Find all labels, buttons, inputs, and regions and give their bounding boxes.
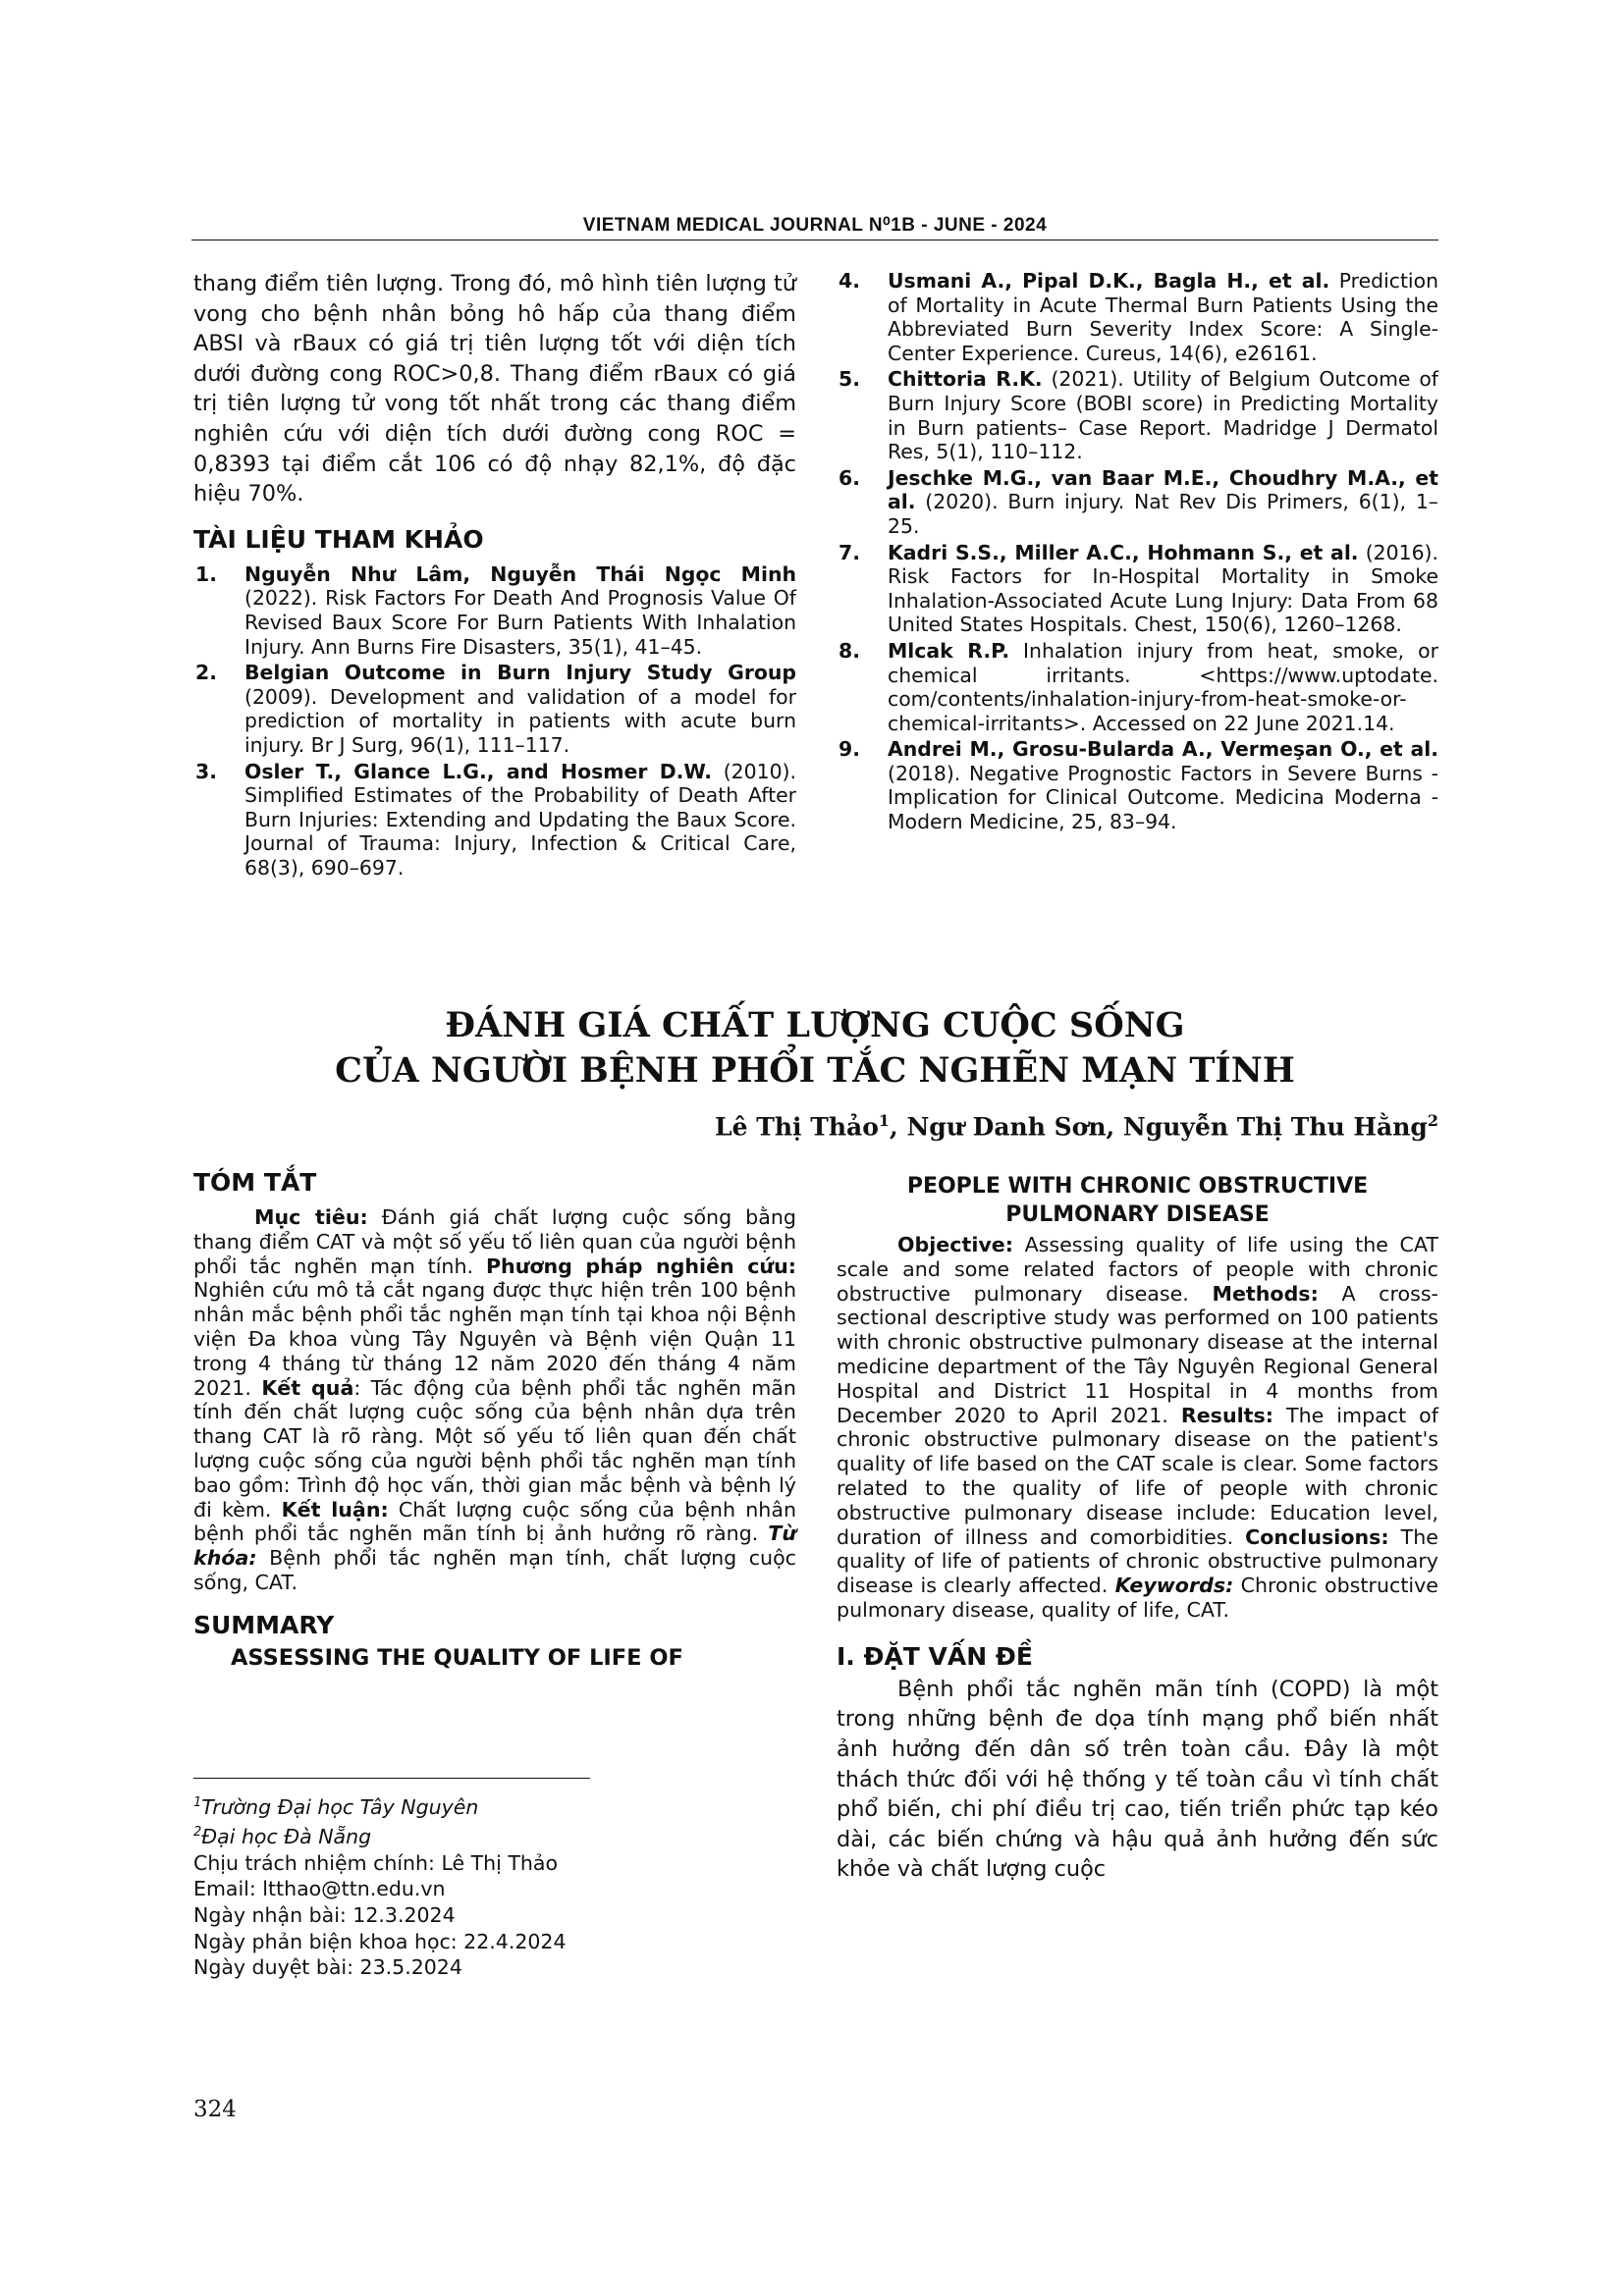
- prev-article-left-column: [193, 269, 796, 881]
- reference-item: 6. Jeschke M.G., van Baar M.E., Choudhry M.A., et al. (2020). Burn injury. Nat Rev Dis Primers, 6(1), 1–25.: [839, 465, 1438, 538]
- references-list-left: [193, 562, 796, 881]
- prev-article-conclusion: thang điểm tiên lượng. Trong đó, mô hình tiên lượng tử vong cho bệnh nhân bỏng hô hấp của thang điểm ABSI và rBaux có giá trị tiên lượng tốt với diện tích dưới đường cong ROC>0,8. Thang điểm rBaux có giá trị tiên lượng tử vong tốt nhất trong các thang điểm nghiên cứu với diện tích dưới đường cong ROC = 0,8393 tại điểm cắt 106 có độ nhạy 82,1%, độ đặc hiệu 70%.: [193, 271, 796, 507]
- article-title: [191, 1003, 1438, 1094]
- reference-item: 3. Osler T., Glance L.G., and Hosmer D.W. (2010). Simplified Estimates of the Probability of Death After Burn Injuries: Extending and Updating the Baux Score. Journal of Trauma: Injury, Infection & Critical Care, 68(3), 690–697.: [195, 759, 796, 880]
- intro-text: Bệnh phổi tắc nghẽn mãn tính (COPD) là một trong những bệnh đe dọa tính mạng phổ biến nhất ảnh hưởng đến dân số trên toàn cầu. Đây là một thách thức đối với hệ thống y tế toàn cầu vì tính chất phổ biến, chi phí điều trị cao, tiến triển phức tạp kéo dài, các biến chứng và hậu quả ảnh hưởng đến sức khỏe và chất lượng cuộc: [837, 1676, 1438, 1883]
- received-date: Ngày nhận bài: 12.3.2024: [193, 1903, 456, 1928]
- reference-item: 7. Kadri S.S., Miller A.C., Hohmann S., et al. (2016). Risk Factors for In-Hospital Mortality in Smoke Inhalation-Associated Acute Lung Injury: Data From 68 United States Hospitals. Chest, 150(6), 1260–1268.: [839, 540, 1438, 637]
- summary-heading: SUMMARY: [193, 1610, 335, 1639]
- summary-title-part2: PEOPLE WITH CHRONIC OBSTRUCTIVE PULMONARY DISEASE: [906, 1174, 1369, 1227]
- summary-title-part1: ASSESSING THE QUALITY OF LIFE OF: [231, 1644, 683, 1671]
- intro-heading: I. ĐẶT VẤN ĐỀ: [837, 1641, 1033, 1671]
- abstract-left-column: [193, 1168, 796, 1671]
- reference-item: 5. Chittoria R.K. (2021). Utility of Belgium Outcome of Burn Injury Score (BOBI score) in Predicting Mortality in Burn patients– Case Report. Madridge J Dermatol Res, 5(1), 110–112.: [839, 367, 1438, 464]
- running-header: VIETNAM MEDICAL JOURNAL N⁰1B - JUNE - 2024: [582, 215, 1048, 236]
- footnote-rule: [193, 1778, 590, 1779]
- tomtat-heading: TÓM TẮT: [193, 1168, 317, 1197]
- reviewed-date: Ngày phản biện khoa học: 22.4.2024: [193, 1929, 567, 1953]
- reference-item: 8. Mlcak R.P. Inhalation injury from heat, smoke, or chemical irritants. <https://www.uptodate. com/contents/inhalation-injury-from-heat-smoke-or-chemical-irritants>. Accessed on 22 June 2021.14.: [839, 638, 1438, 735]
- prev-article-right-column: [837, 269, 1438, 836]
- affiliation-2: $^2$Đại học Đà Nẵng: [193, 1825, 372, 1849]
- article-title-line-1: ĐÁNH GIÁ CHẤT LƯỢNG CUỘC SỐNG: [445, 1005, 1185, 1045]
- approved-date: Ngày duyệt bài: 23.5.2024: [193, 1955, 462, 1980]
- references-list-right: [837, 269, 1438, 834]
- references-heading: TÀI LIỆU THAM KHẢO: [193, 524, 484, 554]
- reference-item: 9. Andrei M., Grosu-Bularda A., Vermeşan O., et al. (2018). Negative Prognostic Factors in Severe Burns - Implication for Clinical Outcome. Medicina Moderna - Modern Medicine, 25, 83–94.: [839, 737, 1438, 834]
- article-title-line-2: CỦA NGƯỜI BỆNH PHỔI TẮC NGHẼN MẠN TÍNH: [335, 1050, 1295, 1091]
- reference-item: 4. Usmani A., Pipal D.K., Bagla H., et al. Prediction of Mortality in Acute Thermal Burn Patients Using the Abbreviated Burn Severity Index Score: A Single-Center Experience. Cureus, 14(6), e26161.: [839, 269, 1438, 365]
- abstract-right-column: [837, 1172, 1438, 1885]
- responsible-author: Chịu trách nhiệm chính: Lê Thị Thảo: [193, 1850, 559, 1875]
- reference-item: 1. Nguyễn Như Lâm, Nguyễn Thái Ngọc Minh (2022). Risk Factors For Death And Prognosis Value Of Revised Baux Score For Burn Patients With Inhalation Injury. Ann Burns Fire Disasters, 35(1), 41–45.: [195, 561, 796, 659]
- reference-item: 2. Belgian Outcome in Burn Injury Study Group (2009). Development and validation of a model for prediction of mortality in patients with acute burn injury. Br J Surg, 96(1), 111–117.: [195, 661, 796, 757]
- page-number: 324: [193, 2097, 237, 2122]
- affiliation-1: $^1$Trường Đại học Tây Nguyên: [193, 1794, 479, 1819]
- article-authors: Lê Thị Thảo$^1$, Ngư Danh Sơn, Nguyễn Thị Thu Hằng$^2$: [715, 1111, 1438, 1142]
- email: Email: ltthao@ttn.edu.vn: [193, 1877, 446, 1901]
- summary-text: Objective: Assessing quality of life using the CAT scale and some related factors of people with chronic obstructive pulmonary disease. Methods: A cross-sectional descriptive study was performed on 100 patients with chronic obstructive pulmonary disease at the internal medicine department of the Tây Nguyên Regional General Hospital and District 11 Hospital in 4 months from December 2020 to April 2021. Results: The impact of chronic obstructive pulmonary disease on the patient's quality of life based on the CAT scale is clear. Some factors related to the quality of life of people with chronic obstructive pulmonary disease include: Education level, duration of illness and comorbidities. Conclusions: The quality of life of patients of chronic obstructive pulmonary disease is clearly affected. Keywords: Chronic obstructive pulmonary disease, quality of life, CAT.: [837, 1233, 1438, 1622]
- tomtat-text: Mục tiêu: Đánh giá chất lượng cuộc sống bằng thang điểm CAT và một số yếu tố liên quan của người bệnh phổi tắc nghẽn mạn tính. Phương pháp nghiên cứu: Nghiên cứu mô tả cắt ngang được thực hiện trên 100 bệnh nhân mắc bệnh phổi tắc nghẽn mạn tính tại khoa nội Bệnh viện Đa khoa vùng Tây Nguyên và Bệnh viện Quận 11 trong 4 tháng từ tháng 12 năm 2020 đến tháng 4 năm 2021. Kết quả: Tác động của bệnh phổi tắc nghẽn mãn tính đến chất lượng cuộc sống của bệnh nhân dựa trên thang CAT là rõ ràng. Một số yếu tố liên quan đến chất lượng cuộc sống của người bệnh phổi tắc nghẽn mạn tính bao gồm: Trình độ học vấn, thời gian mắc bệnh và bệnh lý đi kèm. Kết luận: Chất lượng cuộc sống của bệnh nhân bệnh phổi tắc nghẽn mãn tính bị ảnh hưởng rõ ràng. Từ khóa: Bệnh phổi tắc nghẽn mạn tính, chất lượng cuộc sống, CAT.: [193, 1205, 796, 1594]
- footnotes: [193, 1790, 796, 1981]
